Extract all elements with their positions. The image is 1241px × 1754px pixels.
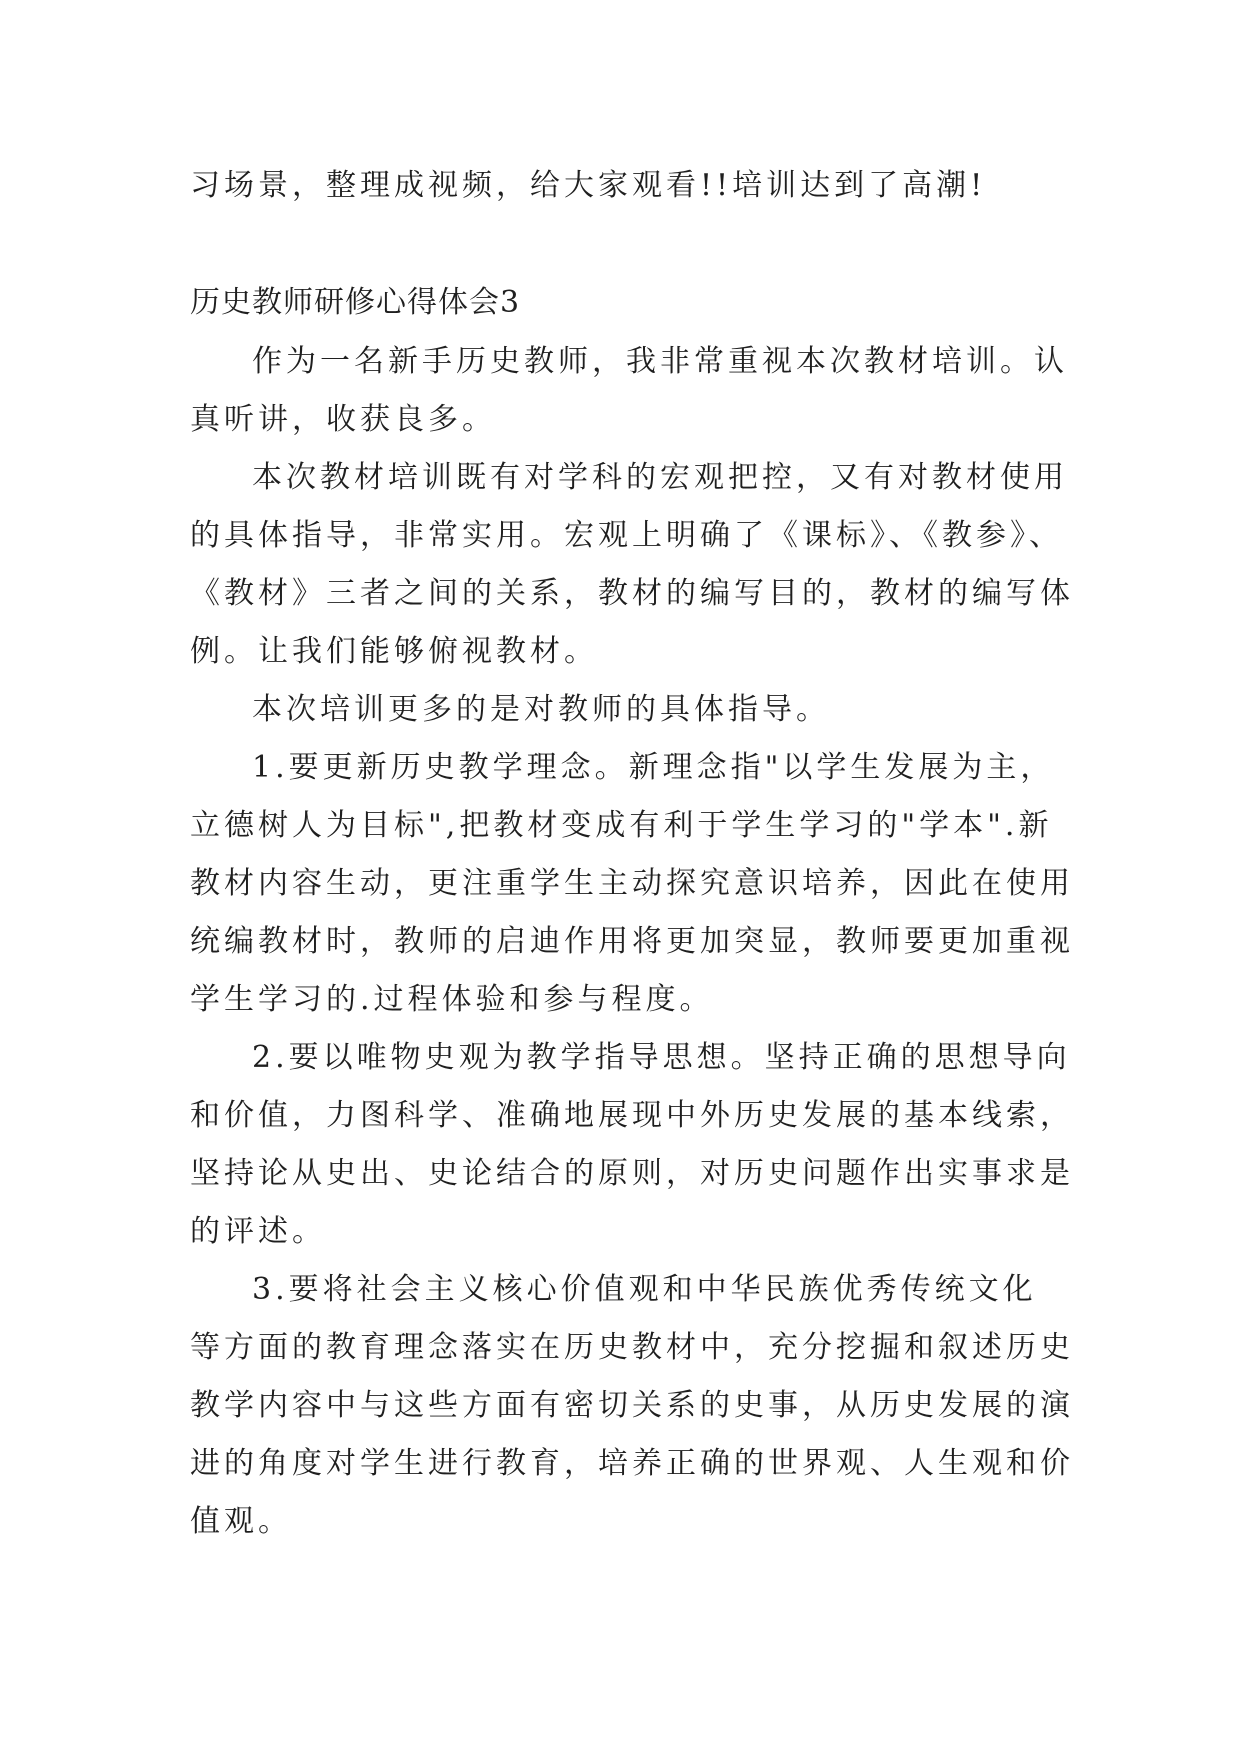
text-line: 习场景，整理成视频，给大家观看!!培训达到了高潮! — [190, 168, 987, 203]
paragraph-line: 的具体指导，非常实用。宏观上明确了《课标》、《教参》、 — [190, 518, 1063, 553]
paragraph-line: 本次教材培训既有对学科的宏观把控，又有对教材使用 — [252, 460, 1068, 495]
paragraph-line: 立德树人为目标",把教材变成有利于学生学习的"学本".新 — [190, 808, 1053, 843]
paragraph-line: 3.要将社会主义核心价值观和中华民族优秀传统文化 — [252, 1272, 1037, 1307]
paragraph-line: 统编教材时，教师的启迪作用将更加突显，教师要更加重视 — [190, 924, 1074, 959]
paragraph-line: 2.要以唯物史观为教学指导思想。坚持正确的思想导向 — [252, 1040, 1071, 1075]
paragraph-line: 作为一名新手历史教师，我非常重视本次教材培训。认 — [252, 344, 1068, 379]
paragraph-line: 1.要更新历史教学理念。新理念指"以学生发展为主， — [252, 750, 1055, 785]
paragraph-line: 例。让我们能够俯视教材。 — [190, 634, 598, 669]
paragraph-line: 和价值，力图科学、准确地展现中外历史发展的基本线索， — [190, 1098, 1074, 1133]
section-heading: 历史教师研修心得体会3 — [190, 285, 521, 320]
paragraph-line: 等方面的教育理念落实在历史教材中，充分挖掘和叙述历史 — [190, 1330, 1074, 1365]
paragraph-line: 真听讲，收获良多。 — [190, 402, 496, 437]
paragraph-line: 坚持论从史出、史论结合的原则，对历史问题作出实事求是 — [190, 1156, 1074, 1191]
paragraph-line: 教学内容中与这些方面有密切关系的史事，从历史发展的演 — [190, 1388, 1074, 1423]
paragraph-line: 教材内容生动，更注重学生主动探究意识培养，因此在使用 — [190, 866, 1074, 901]
paragraph-line: 进的角度对学生进行教育，培养正确的世界观、人生观和价 — [190, 1446, 1074, 1481]
paragraph-line: 本次培训更多的是对教师的具体指导。 — [252, 692, 830, 727]
paragraph-line: 的评述。 — [190, 1214, 326, 1249]
paragraph-line: 值观。 — [190, 1504, 292, 1539]
paragraph-line: 学生学习的.过程体验和参与程度。 — [190, 982, 714, 1017]
paragraph-line: 《教材》三者之间的关系，教材的编写目的，教材的编写体 — [190, 576, 1074, 611]
